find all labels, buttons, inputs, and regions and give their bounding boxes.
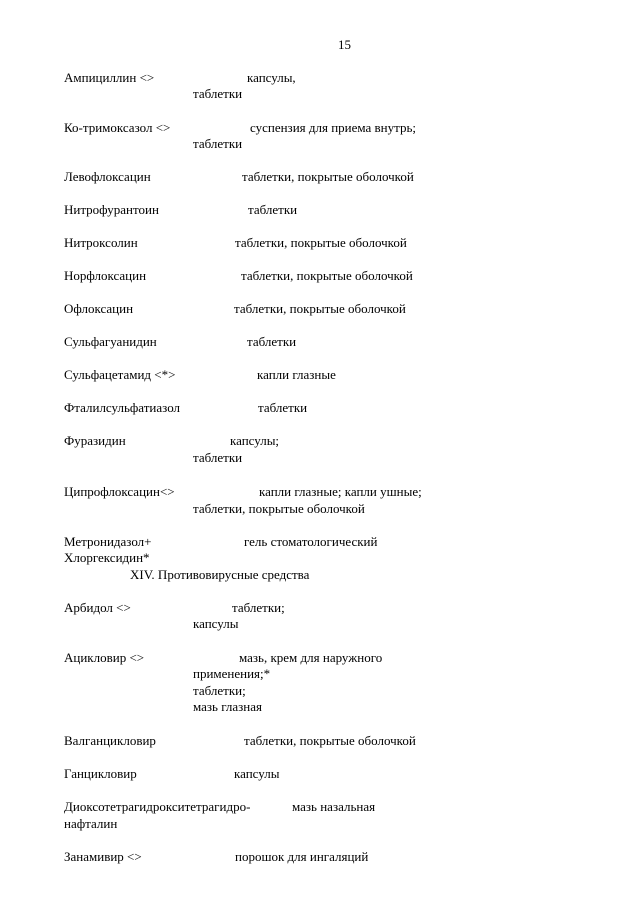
drug-name: Левофлоксацин xyxy=(64,169,151,184)
drug-name: Норфлоксацин xyxy=(64,268,147,283)
dosage-form: капсулы; xyxy=(230,433,280,448)
drug-name: Фталилсульфатиазол xyxy=(64,400,181,415)
drug-name: нафталин xyxy=(64,816,118,831)
drug-name: Нитроксолин xyxy=(64,235,138,250)
dosage-form: таблетки, покрытые оболочкой xyxy=(234,301,406,316)
dosage-form: порошок для ингаляций xyxy=(235,849,369,864)
dosage-form: таблетки; xyxy=(193,683,246,698)
drug-name: Валганцикловир xyxy=(64,733,156,748)
dosage-form: мазь назальная xyxy=(292,799,376,814)
drug-name: Офлоксацин xyxy=(64,301,134,316)
dosage-form: таблетки, покрытые оболочкой xyxy=(242,169,414,184)
dosage-form: мазь глазная xyxy=(193,699,262,714)
dosage-form: таблетки; xyxy=(232,600,285,615)
dosage-form: таблетки xyxy=(247,334,297,349)
dosage-form: таблетки, покрытые оболочкой xyxy=(193,501,365,516)
dosage-form: мазь, крем для наружного xyxy=(239,650,383,665)
dosage-form: гель стоматологический xyxy=(244,534,378,549)
drug-name: Ганцикловир xyxy=(64,766,137,781)
dosage-form: капсулы xyxy=(234,766,280,781)
section-heading: XIV. Противовирусные средства xyxy=(130,567,310,582)
dosage-form: капсулы xyxy=(193,616,239,631)
drug-name: Метронидазол+ xyxy=(64,534,152,549)
dosage-form: суспензия для приема внутрь; xyxy=(250,120,417,135)
drug-name: Диоксотетрагидрокситетрагидро- xyxy=(64,799,251,814)
dosage-form: применения;* xyxy=(193,666,271,681)
dosage-form: капсулы, xyxy=(247,70,296,85)
dosage-form: таблетки xyxy=(258,400,308,415)
drug-name: Фуразидин xyxy=(64,433,126,448)
dosage-form: капли глазные xyxy=(257,367,336,382)
page-number: 15 xyxy=(338,37,351,52)
dosage-form: таблетки xyxy=(193,450,243,465)
dosage-form: таблетки xyxy=(193,86,243,101)
drug-name: Занамивир <> xyxy=(64,849,142,864)
dosage-form: таблетки, покрытые оболочкой xyxy=(241,268,413,283)
drug-name: Ко-тримоксазол <> xyxy=(64,120,171,135)
dosage-form: таблетки, покрытые оболочкой xyxy=(244,733,416,748)
drug-name: Сульфагуанидин xyxy=(64,334,157,349)
dosage-form: капли глазные; капли ушные; xyxy=(259,484,422,499)
dosage-form: таблетки xyxy=(193,136,243,151)
dosage-form: таблетки xyxy=(248,202,298,217)
drug-name: Сульфацетамид <*> xyxy=(64,367,176,382)
drug-name: Хлоргексидин* xyxy=(64,550,150,565)
drug-name: Ампициллин <> xyxy=(64,70,155,85)
drug-name: Ацикловир <> xyxy=(64,650,145,665)
drug-name: Арбидол <> xyxy=(64,600,131,615)
drug-name: Нитрофурантоин xyxy=(64,202,159,217)
dosage-form: таблетки, покрытые оболочкой xyxy=(235,235,407,250)
drug-name: Ципрофлоксацин<> xyxy=(64,484,175,499)
